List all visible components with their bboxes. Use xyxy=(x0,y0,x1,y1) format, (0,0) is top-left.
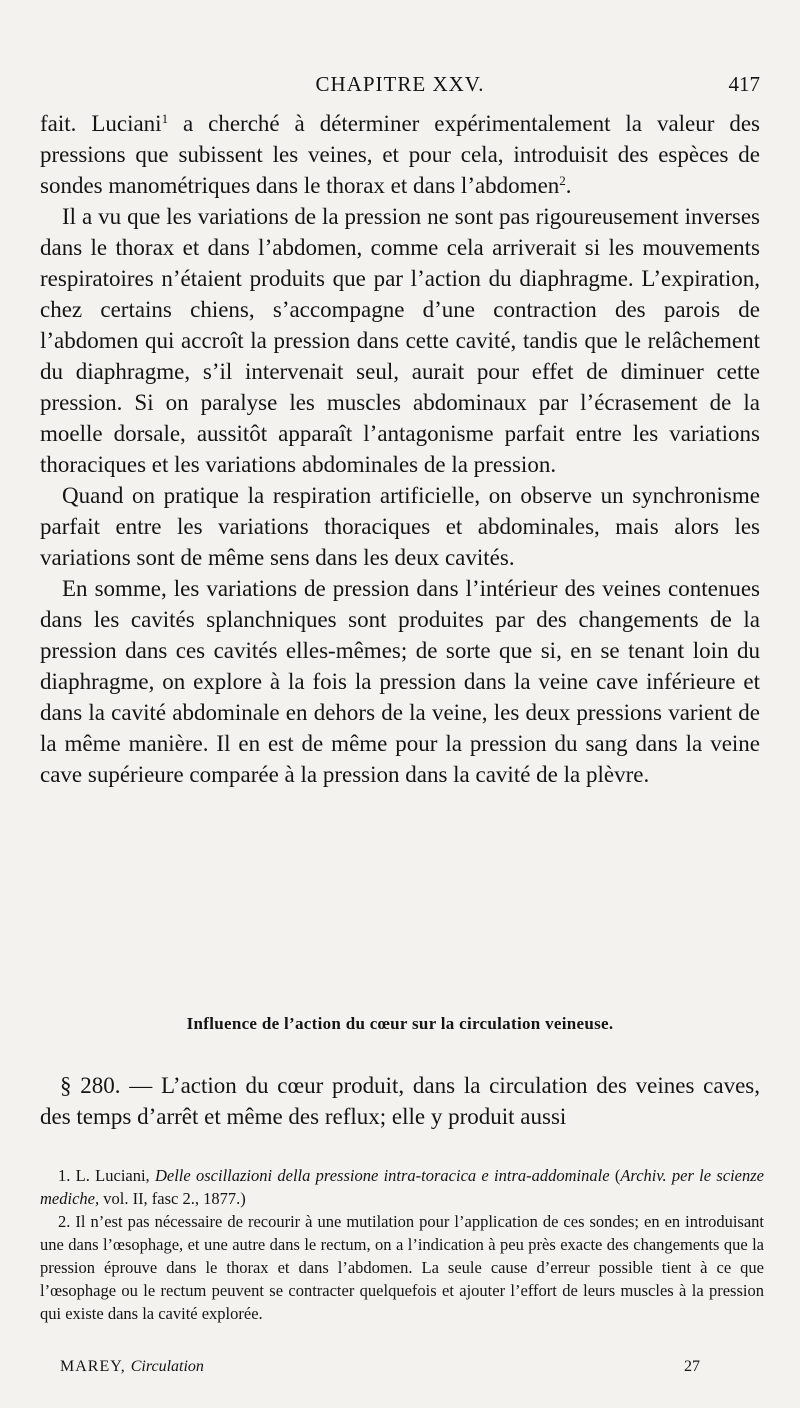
footnote-ref-1[interactable]: 1 xyxy=(161,111,169,126)
paragraph: Quand on pratique la respiration artificielle, on observe un synchronisme parfait entre les variations thoraciques et abdominales, mais alors les variations sont de même sens dans les deux cavités. xyxy=(40,483,760,570)
footnote-1: 1. L. Luciani, Delle oscillazioni della pressione intra-toracica e intra-addominale (Archiv. per le scienze mediche, vol. II, fasc 2., 1877.) xyxy=(40,1166,765,1208)
paragraph-continuation: fait. Luciani$^1$ a cherché à déterminer expérimentalement la valeur des pressions que subissent les veines, et pour cela, introduisit des espèces de sondes manométriques dans le thorax et dans l’abdomen$^2$. xyxy=(40,111,760,198)
page-number: 417 xyxy=(728,72,760,96)
chapter-title: CHAPITRE XXV. xyxy=(315,72,485,96)
section-heading: Influence de l’action du cœur sur la circulation veineuse. xyxy=(186,1014,614,1033)
footnotes xyxy=(40,1164,764,1325)
footnote-2: 2. Il n’est pas nécessaire de recourir à une mutilation pour l’application de ces sondes; en en introduisant une dans l’œsophage, et une autre dans le rectum, on a l’indication à peu près exacte des changements que la pression éprouve dans le thorax et dans l’abdomen. La seule cause d’erreur possible tient à ce que l’œsophage ou le rectum peuvent se contracter quelquefois et ajouter l’effort de leurs muscles à la pression qui existe dans la cavité explorée. xyxy=(40,1212,764,1323)
main-text xyxy=(40,108,760,790)
paragraph: En somme, les variations de pression dans l’intérieur des veines contenues dans les cavités splanchniques sont produites par des changements de la pression dans ces cavités elles-mêmes; de sorte que si, en se tenant loin du diaphragme, on explore à la fois la pression dans la veine cave inférieure et dans la cavité abdominale en dehors de la veine, les deux pressions varient de la même manière. Il en est de même pour la pression du sang dans la veine cave supérieure comparée à la pression dans la cavité de la plèvre. xyxy=(40,576,760,787)
footnote-ref-2[interactable]: 2 xyxy=(559,173,566,188)
section-text xyxy=(40,1070,760,1132)
page-footer xyxy=(60,1358,700,1382)
running-header xyxy=(40,72,760,102)
paragraph-280: § 280. — L’action du cœur produit, dans la circulation des veines caves, des temps d’arrêt et même des reflux; elle y produit aussi xyxy=(40,1073,760,1129)
paragraph: Il a vu que les variations de la pression ne sont pas rigoureusement inverses dans le thorax et dans l’abdomen, comme cela arriverait si les mouvements respiratoires n’étaient produits que par l’action du diaphragme. L’expiration, chez certains chiens, s’accompagne d’une contraction des parois de l’abdomen qui accroît la pression dans cette cavité, tandis que le relâchement du diaphragme, s’il intervenait seul, aurait pour effet de diminuer cette pression. Si on paralyse les muscles abdominaux par l’écrasement de la moelle dorsale, aussitôt apparaît l’antagonisme parfait entre les variations thoraciques et les variations abdominales de la pression. xyxy=(40,204,760,477)
sheet-number: 27 xyxy=(684,1358,700,1375)
printer-signature: MAREY, Circulation xyxy=(60,1358,204,1375)
